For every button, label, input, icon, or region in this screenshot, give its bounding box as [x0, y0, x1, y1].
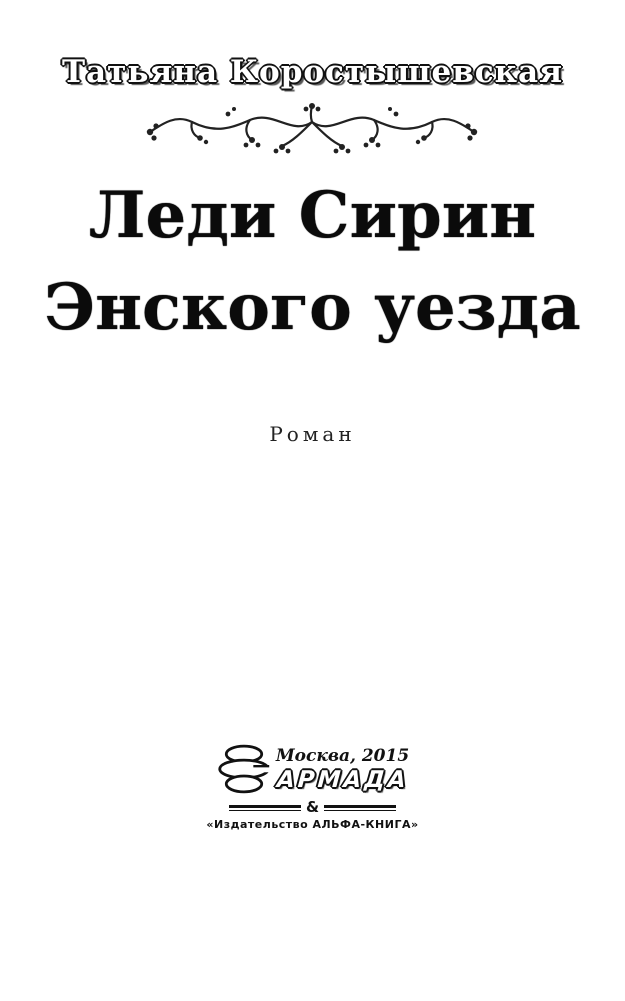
floral-ornament-icon [0, 100, 625, 160]
publisher-block [0, 740, 625, 831]
ampersand-glyph: & [305, 798, 320, 816]
divider-rule-right [324, 805, 396, 811]
book-title-line2: Энского уезда [44, 270, 581, 345]
book-title-line1: Леди Сирин [88, 178, 537, 253]
book-title [0, 170, 625, 354]
divider-rule-left [229, 805, 301, 811]
publisher-divider [223, 800, 403, 815]
genre-label: Роман [269, 422, 356, 446]
publisher-name: АРМАДА [275, 766, 410, 793]
publisher-logo-icon [216, 740, 272, 798]
author-name: Татьяна Коростышевская [61, 54, 564, 90]
publisher-city-year: Москва, 2015 [275, 745, 410, 766]
publisher-imprint: «Издательство АЛЬФА-КНИГА» [206, 818, 419, 831]
